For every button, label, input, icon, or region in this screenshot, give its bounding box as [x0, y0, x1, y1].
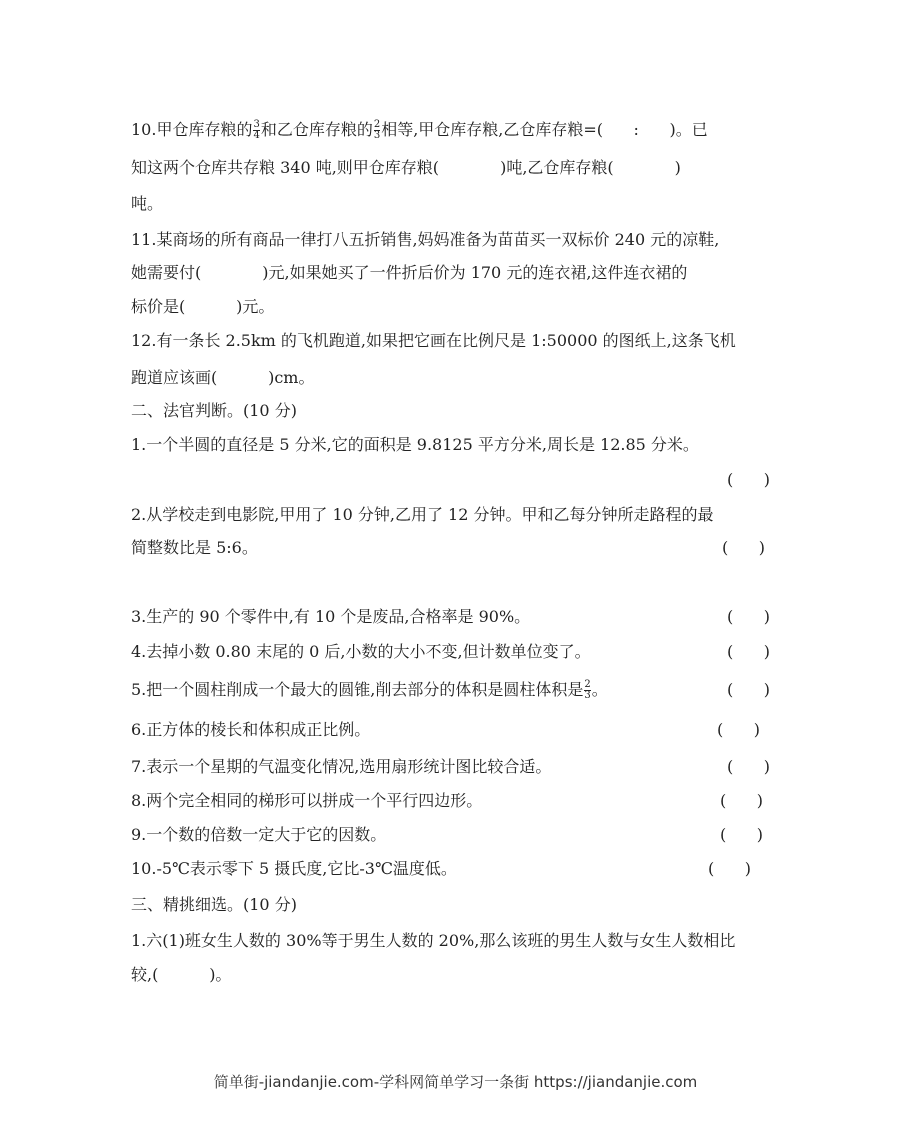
fraction	[253, 120, 259, 141]
judge-item-6: 6.正方体的棱长和体积成正比例。	[131, 720, 371, 739]
answer-bracket: ( )	[727, 607, 770, 626]
judge-item-9: 9.一个数的倍数一定大于它的因数。	[131, 825, 387, 844]
judge-item-1: 1.一个半圆的直径是 5 分米,它的面积是 9.8125 平方分米,周长是 12.85 分米。	[131, 435, 699, 454]
answer-bracket: ( )	[720, 825, 763, 844]
fraction	[374, 120, 380, 141]
judge-item-2-line2: 简整数比是 5:6。	[131, 538, 258, 557]
section2-title: 二、法官判断。(10 分)	[131, 401, 297, 420]
q11-line3: 标价是( )元。	[131, 297, 275, 316]
judge-item-4: 4.去掉小数 0.80 末尾的 0 后,小数的大小不变,但计数单位变了。	[131, 642, 591, 661]
q10-line1	[131, 119, 708, 141]
judge-item-2: 2.从学校走到电影院,甲用了 10 分钟,乙用了 12 分钟。甲和乙每分钟所走路程的最	[131, 505, 714, 524]
judge-item-7: 7.表示一个星期的气温变化情况,选用扇形统计图比较合适。	[131, 757, 552, 776]
answer-bracket: ( )	[727, 680, 770, 699]
denominator: 3	[373, 130, 381, 141]
answer-bracket: ( )	[727, 757, 770, 776]
judge-item-8: 8.两个完全相同的梯形可以拼成一个平行四边形。	[131, 791, 483, 810]
q12-line1: 12.有一条长 2.5km 的飞机跑道,如果把它画在比例尺是 1:50000 的图纸上,这条飞机	[131, 331, 736, 350]
text: 和乙仓库存粮的	[260, 120, 373, 139]
text: 相等,甲仓库存粮,乙仓库存粮=( : )。已	[381, 120, 708, 139]
text: 。	[591, 680, 608, 699]
q10-line2: 知这两个仓库共存粮 340 吨,则甲仓库存粮( )吨,乙仓库存粮( )	[131, 158, 681, 177]
answer-bracket: ( )	[717, 720, 760, 739]
text: 5.把一个圆柱削成一个最大的圆锥,削去部分的体积是圆柱体积是	[131, 680, 584, 699]
footer-watermark: 简单街-jiandanjie.com-学科网简单学习一条街 https://jiandanjie.com	[213, 1073, 698, 1091]
choice-q1-line2: 较,( )。	[131, 965, 232, 984]
judge-item-10: 10.-5℃表示零下 5 摄氏度,它比-3℃温度低。	[131, 859, 457, 878]
text: 10.甲仓库存粮的	[131, 120, 253, 139]
answer-bracket: ( )	[720, 791, 763, 810]
fraction	[584, 680, 590, 701]
denominator: 3	[584, 690, 591, 701]
q11-line2: 她需要付( )元,如果她买了一件折后价为 170 元的连衣裙,这件连衣裙的	[131, 263, 688, 282]
q10-line3: 吨。	[131, 194, 164, 213]
section3-title: 三、精挑细选。(10 分)	[131, 895, 297, 914]
numerator: 2	[373, 119, 381, 130]
judge-item-3: 3.生产的 90 个零件中,有 10 个是废品,合格率是 90%。	[131, 607, 531, 626]
choice-q1-line1: 1.六(1)班女生人数的 30%等于男生人数的 20%,那么该班的男生人数与女生人数相比	[131, 931, 736, 950]
numerator: 2	[584, 679, 591, 690]
answer-bracket: ( )	[727, 470, 770, 489]
q11-line1: 11.某商场的所有商品一律打八五折销售,妈妈准备为苗苗买一双标价 240 元的凉鞋,	[131, 230, 720, 249]
answer-bracket: ( )	[722, 538, 765, 557]
answer-bracket: ( )	[708, 859, 751, 878]
q12-line2: 跑道应该画( )cm。	[131, 368, 315, 387]
denominator: 4	[253, 130, 260, 141]
numerator: 3	[253, 119, 260, 130]
answer-bracket: ( )	[727, 642, 770, 661]
judge-item-5	[131, 679, 608, 701]
